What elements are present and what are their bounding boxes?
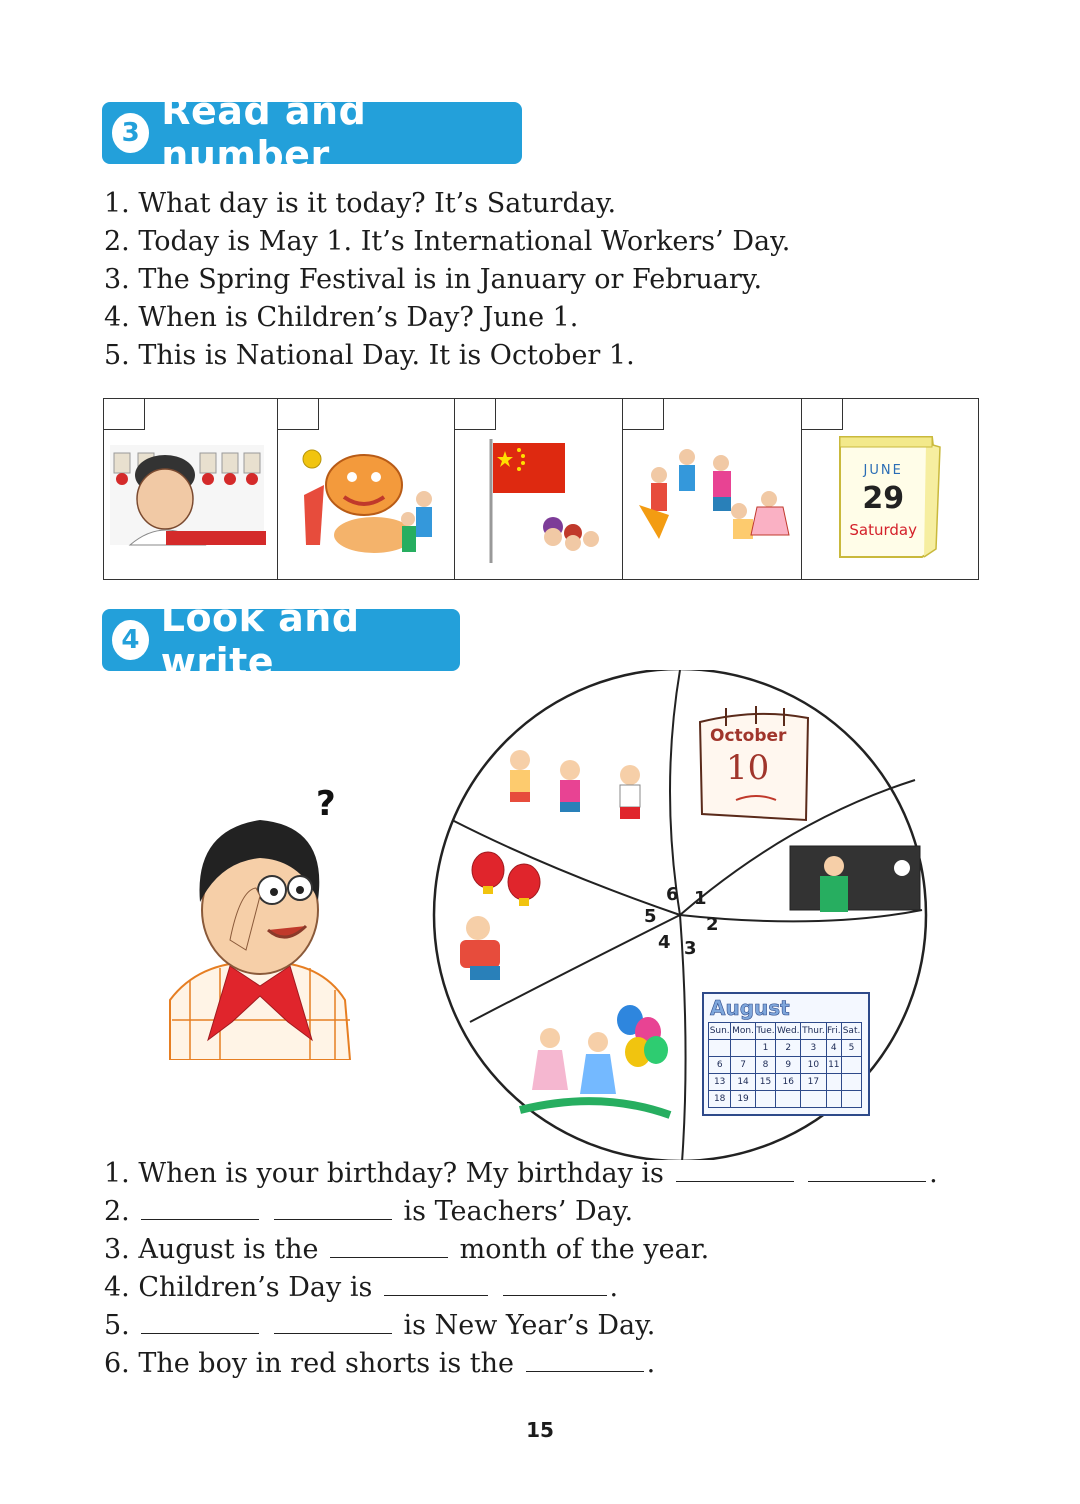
- date-cell: 19: [731, 1091, 755, 1108]
- answer-box[interactable]: [455, 399, 496, 430]
- weekday-cell: Thur.: [801, 1023, 826, 1040]
- answer-blank[interactable]: [274, 1311, 392, 1334]
- wheel-number-2: 2: [706, 914, 719, 935]
- weekday-cell: Sun.: [709, 1023, 731, 1040]
- answer-blank[interactable]: [141, 1311, 259, 1334]
- question-4: 4. Children’s Day is .: [104, 1272, 619, 1303]
- june-calendar-month: JUNE: [863, 463, 903, 478]
- answer-blank[interactable]: [384, 1273, 488, 1296]
- wheel-number-6: 6: [666, 884, 679, 905]
- june-calendar-weekday: Saturday: [849, 521, 917, 539]
- answer-blank[interactable]: [141, 1197, 259, 1220]
- date-cell: 3: [801, 1040, 826, 1057]
- section-3-banner: [102, 89, 522, 177]
- question-3: 3. August is the month of the year.: [104, 1234, 710, 1265]
- june-calendar-picture: [832, 433, 972, 569]
- date-cell: 1: [755, 1040, 776, 1057]
- date-cell: 8: [755, 1057, 776, 1074]
- picture-cell-childrens-day: [623, 399, 802, 579]
- question-2: 2. is Teachers’ Day.: [104, 1196, 634, 1227]
- october-calendar: [696, 704, 816, 826]
- date-cell: [842, 1074, 862, 1091]
- workers-day-picture: [110, 435, 271, 569]
- section-3-sentences: [104, 185, 790, 375]
- answer-box[interactable]: [802, 399, 843, 430]
- answer-blank[interactable]: [330, 1235, 448, 1258]
- june-calendar-day: 29: [862, 481, 905, 516]
- picture-cell-june-calendar: [802, 399, 978, 579]
- date-cell: [842, 1057, 862, 1074]
- weekday-cell: Tue.: [755, 1023, 776, 1040]
- answer-blank[interactable]: [526, 1349, 644, 1372]
- question-5: 5. is New Year’s Day.: [104, 1310, 656, 1341]
- section-4-title: Look and write: [160, 596, 360, 684]
- date-cell: 5: [842, 1040, 862, 1057]
- sentence-2: 2. Today is May 1. It’s International Workers’ Day.: [104, 226, 791, 257]
- date-cell: 16: [776, 1074, 801, 1091]
- picture-cell-national-day: [455, 399, 624, 579]
- question-mark: ?: [316, 784, 336, 824]
- weekday-cell: Wed.: [776, 1023, 801, 1040]
- date-cell: [826, 1091, 842, 1108]
- festival-wheel: [430, 670, 930, 1160]
- august-calendar-week-row: [709, 1074, 862, 1091]
- date-cell: 14: [731, 1074, 755, 1091]
- thinking-boy-picture: [160, 784, 370, 1060]
- question-1: 1. When is your birthday? My birthday is .: [104, 1158, 938, 1189]
- august-calendar-grid: [708, 1022, 862, 1108]
- august-calendar: [702, 992, 870, 1116]
- national-day-picture: [461, 435, 617, 569]
- date-cell: [826, 1074, 842, 1091]
- date-cell: [709, 1040, 731, 1057]
- date-cell: 18: [709, 1091, 731, 1108]
- date-cell: 2: [776, 1040, 801, 1057]
- date-cell: [731, 1040, 755, 1057]
- wheel-number-3: 3: [684, 938, 697, 959]
- date-cell: 6: [709, 1057, 731, 1074]
- wheel-number-4: 4: [658, 932, 671, 953]
- date-cell: 10: [801, 1057, 826, 1074]
- sentence-5: 5. This is National Day. It is October 1.: [104, 340, 635, 371]
- answer-box[interactable]: [623, 399, 664, 430]
- august-calendar-month: August: [710, 996, 790, 1020]
- wheel-number-5: 5: [644, 906, 657, 927]
- weekday-cell: Mon.: [731, 1023, 755, 1040]
- date-cell: 4: [826, 1040, 842, 1057]
- august-calendar-header-row: [709, 1023, 862, 1040]
- picture-cell-spring-festival: [278, 399, 455, 579]
- section-4-banner: [102, 596, 460, 684]
- childrens-day-picture: [629, 435, 795, 569]
- section-3-number: 3: [112, 113, 149, 153]
- question-6: 6. The boy in red shorts is the .: [104, 1348, 656, 1379]
- august-calendar-week-row: [709, 1091, 862, 1108]
- october-calendar-month: October: [710, 726, 787, 746]
- section-4-number: 4: [112, 620, 149, 660]
- sentence-4: 4. When is Children’s Day? June 1.: [104, 302, 579, 333]
- date-cell: [842, 1091, 862, 1108]
- date-cell: [776, 1091, 801, 1108]
- section-3-title: Read and number: [161, 89, 367, 177]
- date-cell: 7: [731, 1057, 755, 1074]
- answer-box[interactable]: [278, 399, 319, 430]
- wheel-number-1: 1: [694, 888, 707, 909]
- october-calendar-day: 10: [726, 748, 770, 788]
- date-cell: 11: [826, 1057, 842, 1074]
- picture-cell-workers: [104, 399, 278, 579]
- page-number: 15: [526, 1418, 554, 1442]
- picture-grid: [103, 398, 979, 580]
- sentence-1: 1. What day is it today? It’s Saturday.: [104, 188, 617, 219]
- weekday-cell: Fri.: [826, 1023, 842, 1040]
- august-calendar-week-row: [709, 1057, 862, 1074]
- answer-blank[interactable]: [676, 1159, 794, 1182]
- sentence-3: 3. The Spring Festival is in January or February.: [104, 264, 763, 295]
- date-cell: [801, 1091, 826, 1108]
- answer-blank[interactable]: [503, 1273, 607, 1296]
- date-cell: 9: [776, 1057, 801, 1074]
- august-calendar-week-row: [709, 1040, 862, 1057]
- date-cell: 17: [801, 1074, 826, 1091]
- section-4-questions: [104, 1155, 938, 1383]
- answer-blank[interactable]: [274, 1197, 392, 1220]
- answer-box[interactable]: [104, 399, 145, 430]
- spring-festival-picture: [284, 435, 448, 569]
- answer-blank[interactable]: [808, 1159, 926, 1182]
- date-cell: 13: [709, 1074, 731, 1091]
- date-cell: 15: [755, 1074, 776, 1091]
- weekday-cell: Sat.: [842, 1023, 862, 1040]
- date-cell: [755, 1091, 776, 1108]
